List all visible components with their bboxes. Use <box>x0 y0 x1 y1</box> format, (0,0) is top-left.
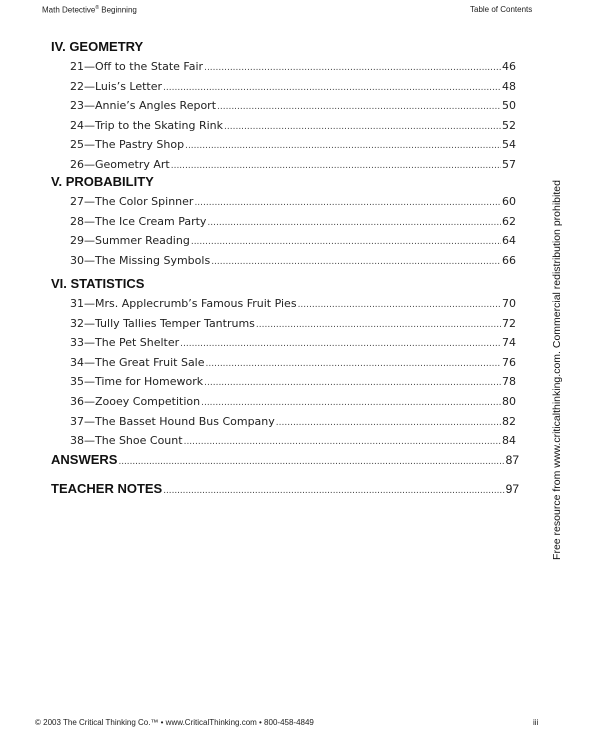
running-header-section: Table of Contents <box>470 5 533 14</box>
toc-teacher-notes <box>51 481 519 496</box>
dot-leader <box>163 485 504 496</box>
toc-section-statistics <box>51 274 516 451</box>
entry-page: 78 <box>502 375 516 389</box>
toc-entry <box>51 251 516 271</box>
dot-leader <box>194 194 501 214</box>
entry-page: 60 <box>502 195 516 208</box>
entry-page: 70 <box>502 297 516 310</box>
toc-entry <box>51 392 516 412</box>
dot-leader <box>118 456 504 467</box>
dot-leader <box>206 355 501 375</box>
section-title: V. PROBABILITY <box>51 174 154 189</box>
entry-title: 22—Luis’s Letter <box>70 79 163 93</box>
entry-page: 64 <box>502 234 516 248</box>
toc-entry <box>51 96 516 116</box>
entry-title: 35—Time for Homework <box>70 375 204 389</box>
toc-entry <box>51 212 516 232</box>
entry-page: 46 <box>502 60 516 73</box>
dot-leader <box>298 296 501 316</box>
entry-page: 66 <box>502 253 516 267</box>
dot-leader <box>180 335 501 355</box>
entry-title: 21—Off to the State Fair <box>70 60 204 73</box>
entry-page: 52 <box>502 118 516 132</box>
entry-page: 54 <box>502 138 516 152</box>
entry-title: 23—Annie’s Angles Report <box>70 99 217 113</box>
dot-leader <box>204 59 501 79</box>
entry-title: 26—Geometry Art <box>70 157 170 171</box>
entry-title: 24—Trip to the Skating Rink <box>70 118 224 132</box>
entry-title: 28—The Ice Cream Party <box>70 214 207 228</box>
toc-entry <box>51 412 516 432</box>
entry-page: 74 <box>502 336 516 350</box>
dot-leader <box>276 414 501 434</box>
toc-entry <box>51 353 516 373</box>
toc-entry <box>51 294 516 314</box>
footer-copyright: © 2003 The Critical Thinking Co.™ • www.CriticalThinking.com • 800-458-4849 <box>35 718 314 727</box>
dot-leader <box>185 137 501 157</box>
dot-leader <box>211 253 501 273</box>
dot-leader <box>224 118 501 138</box>
entry-page: 82 <box>502 414 516 428</box>
entry-title: 29—Summer Reading <box>70 234 190 248</box>
toc-entry <box>51 333 516 353</box>
running-header-title: Math Detective® Beginning <box>42 5 137 15</box>
teacher-notes-title: TEACHER NOTES <box>51 481 163 496</box>
entry-page: 57 <box>502 157 516 171</box>
entry-title: 36—Zooey Competition <box>70 394 201 408</box>
entry-page: 76 <box>502 355 516 369</box>
answers-page: 87 <box>505 453 519 467</box>
dot-leader <box>191 233 501 253</box>
toc-entry <box>51 77 516 97</box>
toc-entry <box>51 192 516 212</box>
entry-title: 32—Tully Tallies Temper Tantrums <box>70 316 255 330</box>
toc-entry <box>51 314 516 334</box>
entry-page: 80 <box>502 394 516 408</box>
toc-entry <box>51 431 516 451</box>
toc-entry <box>51 116 516 136</box>
dot-leader <box>207 214 501 234</box>
dot-leader <box>256 316 501 336</box>
entry-title: 30—The Missing Symbols <box>70 253 211 267</box>
teacher-notes-page: 97 <box>505 482 519 496</box>
answers-title: ANSWERS <box>51 452 118 467</box>
dot-leader <box>204 374 501 394</box>
section-title: VI. STATISTICS <box>51 276 145 291</box>
dot-leader <box>184 433 501 453</box>
toc-section-geometry <box>51 37 516 175</box>
footer-page-number: iii <box>533 718 539 727</box>
dot-leader <box>217 98 501 118</box>
entry-page: 48 <box>502 79 516 93</box>
entry-title: 25—The Pastry Shop <box>70 138 185 152</box>
entry-title: 31—Mrs. Applecrumb’s Famous Fruit Pies <box>70 297 297 310</box>
entry-title: 37—The Basset Hound Bus Company <box>70 414 275 428</box>
toc-entry <box>51 135 516 155</box>
toc-section-probability <box>51 172 516 270</box>
entry-title: 38—The Shoe Count <box>70 434 183 448</box>
entry-page: 84 <box>502 434 516 448</box>
redistribution-notice-text: Free resource from www.criticalthinking.com. Commercial redistribution prohibited <box>551 180 563 560</box>
toc-entry <box>51 231 516 251</box>
toc-entry <box>51 57 516 77</box>
entry-page: 72 <box>502 316 516 330</box>
toc-answers <box>51 452 519 467</box>
entry-title: 33—The Pet Shelter <box>70 336 180 350</box>
section-title: IV. GEOMETRY <box>51 39 144 54</box>
entry-title: 27—The Color Spinner <box>70 195 194 208</box>
toc-entry <box>51 372 516 392</box>
entry-page: 50 <box>502 99 516 113</box>
entry-title: 34—The Great Fruit Sale <box>70 355 205 369</box>
entry-page: 62 <box>502 214 516 228</box>
